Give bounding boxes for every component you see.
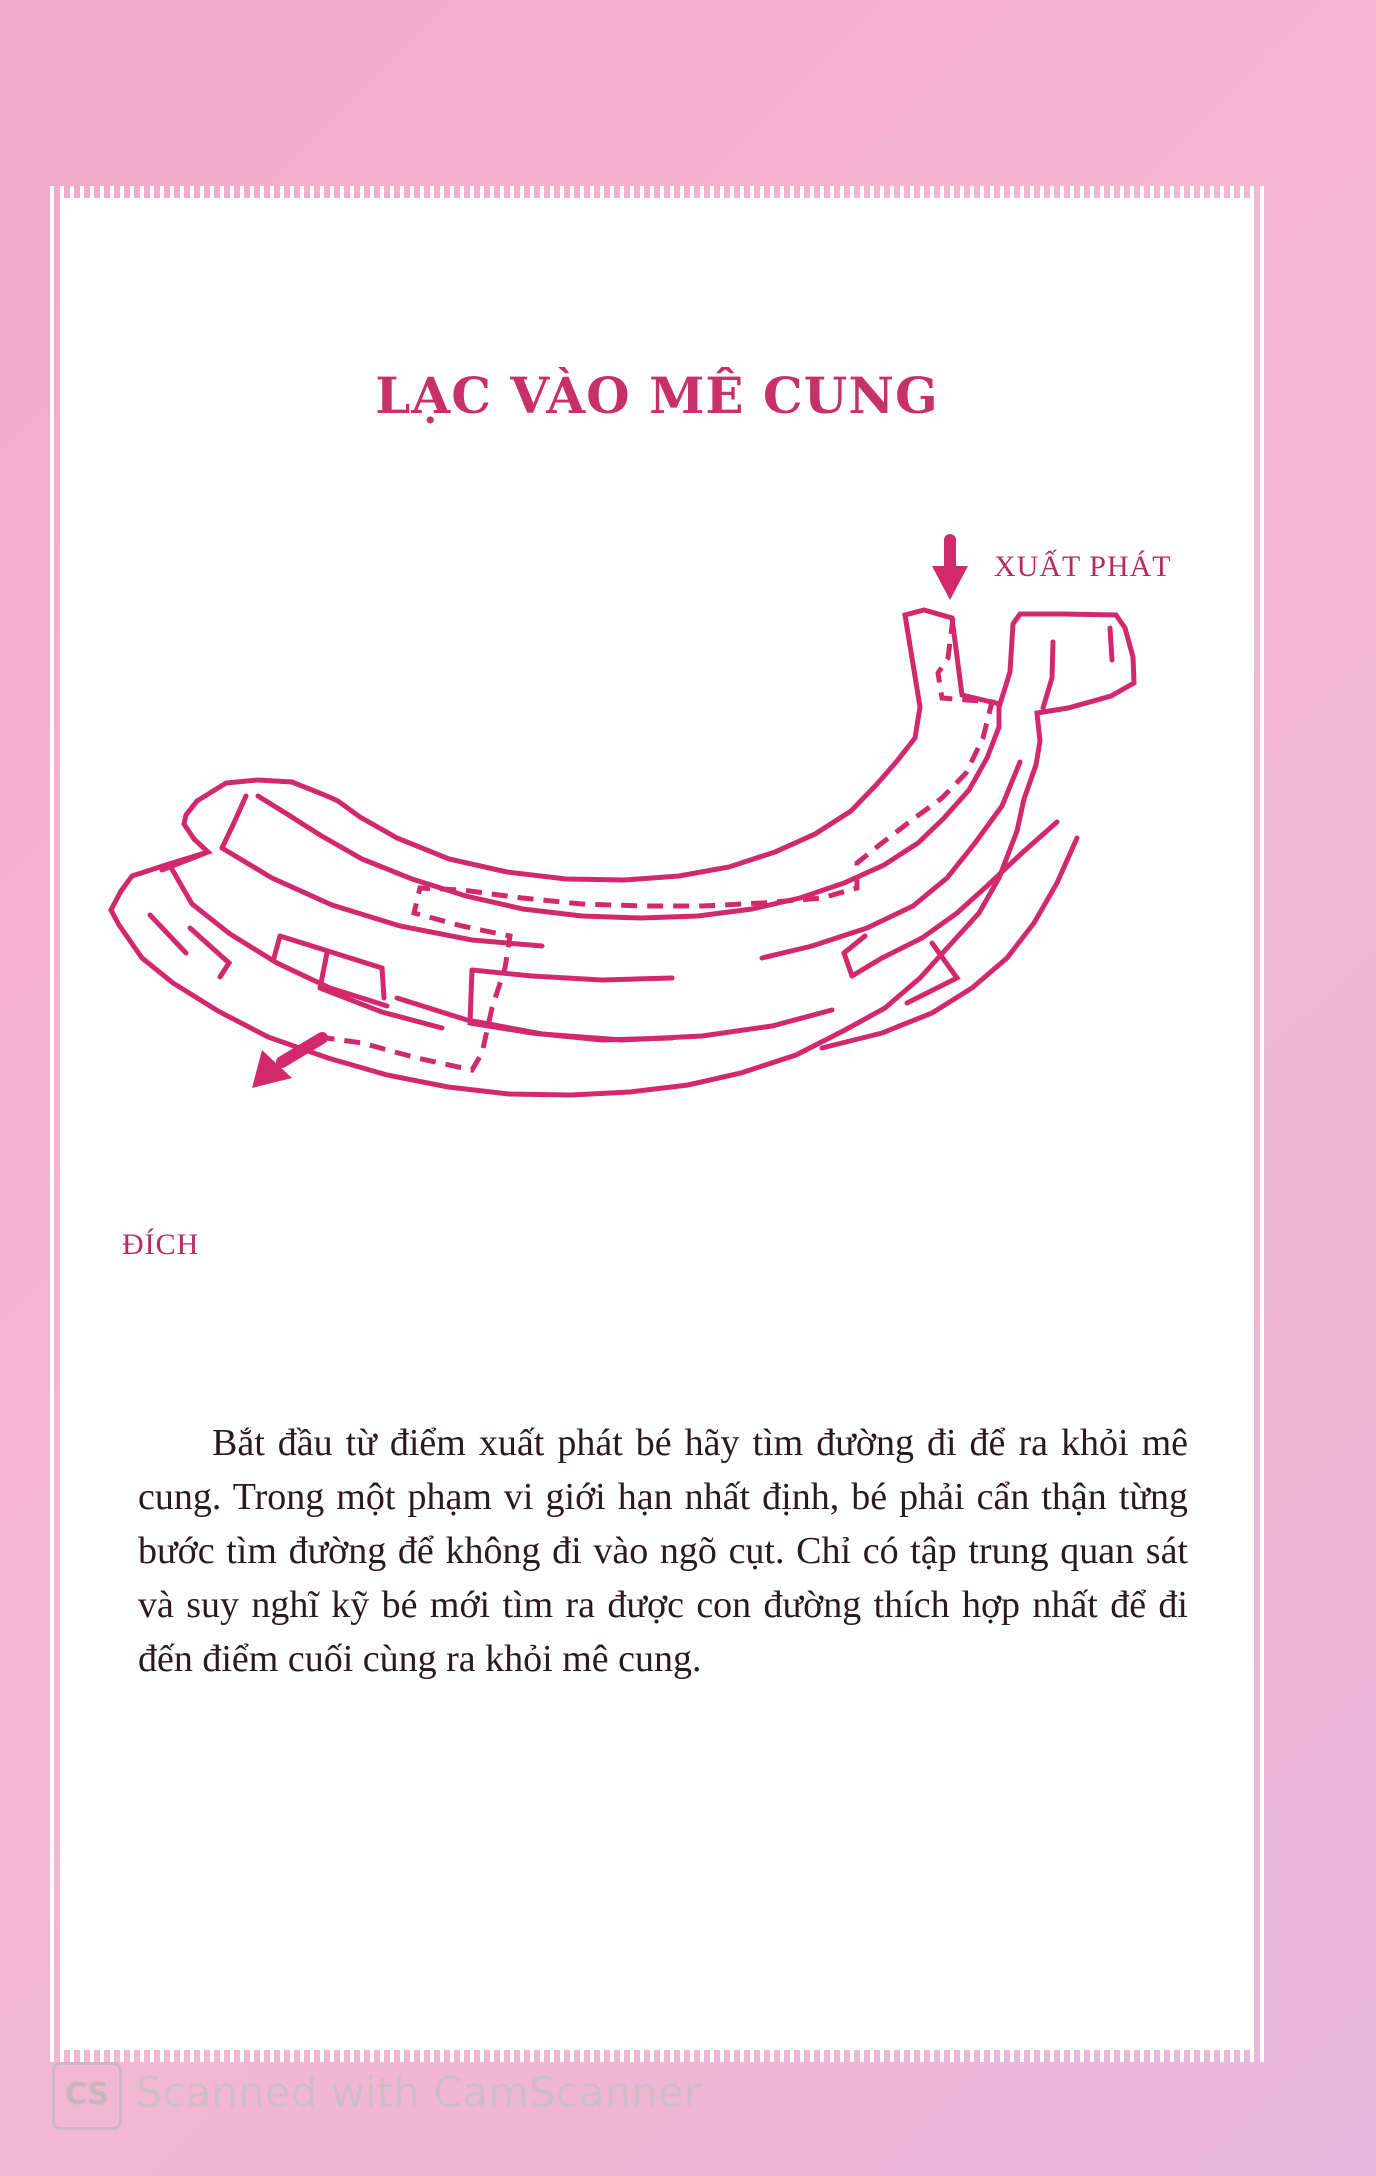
maze-outer-wall [111,610,1134,1095]
maze-lane-wall-s [397,998,832,1040]
maze-lane-wall-a [1110,628,1112,660]
start-arrow-icon [932,540,968,600]
maze-lane-wall-h [190,928,229,977]
end-label: ĐÍCH [122,1228,200,1261]
instruction-paragraph: Bắt đầu từ điểm xuất phát bé hãy tìm đường đi để ra khỏi mê cung. Trong một phạm vi giới hạn nhất định, bé phải cẩn thận từng bước tìm đường để không đi vào ngõ cụt. Chỉ có tập trung quan sát và suy nghĩ kỹ bé mới tìm ra được con đường thích hợp nhất để đi đến điểm cuối cùng ra khỏi mê cung. [138,1422,1188,1680]
camscanner-watermark: Scanned with CamScanner [136,2068,701,2117]
maze-lane-wall-i [274,936,280,958]
maze-lane-wall-k [320,953,327,988]
maze-inner-wall-mid [1043,642,1053,708]
page-card [62,198,1252,2050]
maze-lane-wall-c [222,796,246,848]
banana-maze [62,198,1252,1348]
maze-inner-wall-upper [258,704,999,918]
maze-lane-wall-g [150,915,186,953]
camscanner-badge: CS [52,2062,122,2130]
maze-lane-wall-r [907,943,957,1003]
start-label: XUẤT PHÁT [994,550,1172,583]
page-title: LẠC VÀO MÊ CUNG [375,366,939,425]
